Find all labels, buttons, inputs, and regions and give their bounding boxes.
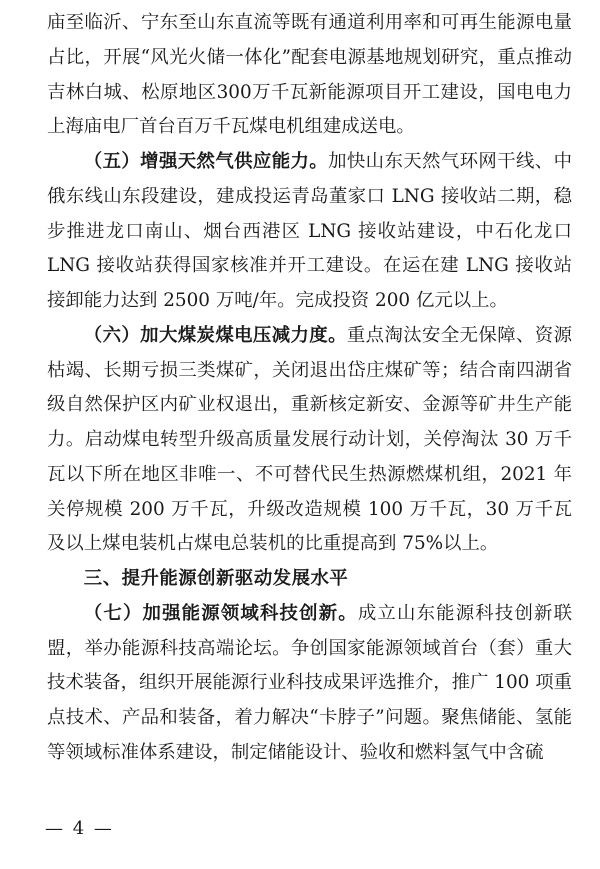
- paragraph-tech-innovation: [47, 597, 572, 771]
- paragraph-lead: （五）增强天然气供应能力。: [83, 151, 329, 172]
- paragraph-continuation: [47, 6, 572, 145]
- paragraph-text: 加快山东天然气环网干线、中俄东线山东段建设，建成投运青岛董家口 LNG 接收站二期，稳步推进龙口南山、烟台西港区 LNG 接收站建设，中石化龙口 LNG 接收站获得国家核准并开工建设。在运在建 LNG 接收站接卸能力达到 2500 万吨/年。完成投资 200 亿元以上。: [47, 151, 572, 311]
- paragraph-text: 重点淘汰安全无保障、资源枯竭、长期亏损三类煤矿，关闭退出岱庄煤矿等；结合南四湖省级自然保护区内矿业权退出，重新核定新安、金源等矿井生产能力。启动煤电转型升级高质量发展行动计划，关停淘汰 30 万千瓦以下所在地区非唯一、不可替代民生热源燃煤机组，2021 年关停规模 200 万千瓦，升级改造规模 100 万千瓦，30 万千瓦及以上煤电装机占煤电总装机的比重提高到 75%以上。: [47, 324, 572, 555]
- paragraph-lead: （六）加大煤炭煤电压减力度。: [83, 324, 347, 346]
- paragraph-natural-gas: [47, 145, 572, 319]
- paragraph-coal-reduction: [47, 319, 572, 562]
- section-heading: 三、提升能源创新驱动发展水平: [83, 568, 349, 589]
- body-text: [47, 6, 572, 771]
- paragraph-text: 庙至临沂、宁东至山东直流等既有通道利用率和可再生能源电量占比，开展“风光火储一体化”配套电源基地规划研究，重点推动吉林白城、松原地区300万千瓦新能源项目开工建设，国电电力上海庙电厂首台百万千瓦煤电机组建成送电。: [47, 12, 572, 138]
- page-number: — 4 —: [45, 818, 114, 839]
- paragraph-text: 成立山东能源科技创新联盟，举办能源科技高端论坛。争创国家能源领域首台（套）重大技术装备，组织开展能源行业科技成果评选推介，推广 100 项重点技术、产品和装备，着力解决“卡脖子”问题。聚焦储能、氢能等领域标准体系建设，制定储能设计、验收和燃料氢气中含硫: [47, 602, 572, 763]
- paragraph-lead: （七）加强能源领域科技创新。: [83, 602, 358, 624]
